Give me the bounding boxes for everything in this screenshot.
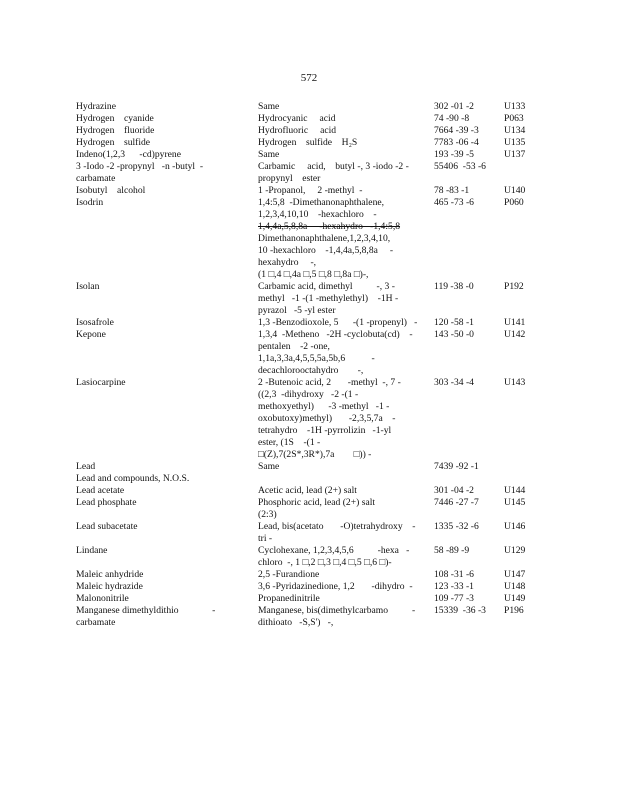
chemical-abstract-name (258, 473, 434, 485)
cas-number: 78 -83 -1 (434, 185, 470, 196)
table-row (76, 473, 546, 485)
table-row (76, 137, 546, 149)
cas-number: 55406 -53 -6 (434, 161, 486, 172)
table-row (76, 545, 546, 569)
table-row (76, 161, 546, 185)
chemical-name: Indeno(1,2,3 -cd)pyrene (76, 149, 181, 160)
chemical-abstract-name: Same (258, 461, 280, 472)
table-row (76, 125, 546, 137)
cas-number: 108 -31 -6 (434, 569, 474, 580)
cas-number: 7439 -92 -1 (434, 461, 479, 472)
chemical-name: Isolan (76, 281, 100, 292)
chemical-name: Hydrogen sulfide (76, 137, 151, 148)
chemical-name: Hydrazine (76, 101, 116, 112)
table-row (76, 605, 546, 629)
waste-code: P063 (504, 113, 524, 124)
cas-number: 143 -50 -0 (434, 329, 474, 340)
waste-code: U137 (504, 149, 526, 160)
cas-number: 123 -33 -1 (434, 581, 474, 592)
table-row (76, 113, 546, 125)
waste-code: U133 (504, 101, 526, 112)
chemical-name: Maleic anhydride (76, 569, 144, 580)
chemical-abstract-name: 1,3 -Benzodioxole, 5 -(1 -propenyl) - (258, 317, 418, 328)
waste-code: U147 (504, 569, 526, 580)
chemical-abstract-name: Hydrogen sulfide H₂S (258, 137, 358, 148)
waste-code: U146 (504, 521, 526, 532)
waste-code (504, 461, 544, 473)
table-row (76, 497, 546, 521)
waste-code: U145 (504, 497, 526, 508)
struck-text: 1,4,4a,5,8,8a -hexahydro -1,4:5,8 (258, 221, 401, 232)
cas-number (434, 473, 504, 485)
table-row (76, 377, 546, 461)
table-row (76, 149, 546, 161)
chemical-abstract-name: Same (258, 149, 280, 160)
table-row (76, 281, 546, 317)
cas-number: 193 -39 -5 (434, 149, 474, 160)
chemical-name: Lasiocarpine (76, 377, 126, 388)
cas-number: 7446 -27 -7 (434, 497, 479, 508)
chemical-abstract-name: Carbamic acid, dimethyl -, 3 - methyl -1 -(1 -methylethyl) -1H - pyrazol -5 -yl ester (258, 281, 399, 316)
chemical-abstract-name: Phosphoric acid, lead (2+) salt (2:3) (258, 497, 376, 520)
chemical-abstract-name: Cyclohexane, 1,2,3,4,5,6 -hexa - chloro -, 1 □,2 □,3 □,4 □,5 □,6 □)- (258, 545, 410, 568)
waste-code: P060 (504, 197, 524, 208)
chemical-name: Lead and compounds, N.O.S. (76, 473, 190, 484)
waste-code: U149 (504, 593, 526, 604)
waste-code: P192 (504, 281, 524, 292)
chemical-name: Lead phosphate (76, 497, 137, 508)
table-row (76, 581, 546, 593)
chemical-name: Lead subacetate (76, 521, 138, 532)
waste-code: U140 (504, 185, 526, 196)
chemical-name: Malononitrile (76, 593, 129, 604)
waste-code: U129 (504, 545, 526, 556)
table-row (76, 197, 546, 281)
cas-number: 302 -01 -2 (434, 101, 474, 112)
waste-code: U144 (504, 485, 526, 496)
cas-number: 109 -77 -3 (434, 593, 474, 604)
chemical-abstract-name: Lead, bis(acetato -O)tetrahydroxy - tri - (258, 521, 416, 544)
table-row (76, 485, 546, 497)
chemical-abstract-name: Same (258, 101, 280, 112)
chemical-abstract-name: Manganese, bis(dimethylcarbamo - dithioato -S,S') -, (258, 605, 416, 628)
chemical-abstract-name: Propanedinitrile (258, 593, 320, 604)
chemical-abstract-name: 1 -Propanol, 2 -methyl - (258, 185, 363, 196)
chemical-abstract-name: Hydrofluoric acid (258, 125, 337, 136)
waste-code: U134 (504, 125, 526, 136)
waste-code: U142 (504, 329, 526, 340)
chemical-name: Lead (76, 461, 96, 472)
chemical-abstract-name: 2,5 -Furandione (258, 569, 320, 580)
chemical-name: Kepone (76, 329, 106, 340)
waste-code-table (76, 101, 546, 629)
waste-code: P196 (504, 605, 524, 616)
chemical-name: Isobutyl alcohol (76, 185, 146, 196)
cas-number: 119 -38 -0 (434, 281, 474, 292)
waste-code (504, 473, 544, 485)
cas-number: 120 -58 -1 (434, 317, 474, 328)
chemical-abstract-name: 3,6 -Pyridazinedione, 1,2 -dihydro - (258, 581, 413, 592)
table-row (76, 329, 546, 377)
chemical-name: Hydrogen fluoride (76, 125, 155, 136)
chemical-abstract-name: 1,3,4 -Metheno -2H -cyclobuta(cd) - pentalen -2 -one, 1,1a,3,3a,4,5,5,5a,5b,6 - decachlorooctahydro -, (258, 329, 413, 376)
cas-number: 1335 -32 -6 (434, 521, 479, 532)
chemical-name: Manganese dimethyldithio - carbamate (76, 605, 216, 628)
chemical-name: Isosafrole (76, 317, 114, 328)
cas-number: 303 -34 -4 (434, 377, 474, 388)
chemical-name: Lead acetate (76, 485, 125, 496)
table-row (76, 569, 546, 581)
chemical-name: Lindane (76, 545, 108, 556)
chemical-abstract-name: Carbamic acid, butyl -, 3 -iodo -2 - propynyl ester (258, 161, 409, 184)
waste-code: U148 (504, 581, 526, 592)
table-row (76, 593, 546, 605)
cas-number: 465 -73 -6 (434, 197, 474, 208)
waste-code: U141 (504, 317, 526, 328)
waste-code: U143 (504, 377, 526, 388)
chemical-abstract-name: 2 -Butenoic acid, 2 -methyl -, 7 - ((2,3 -dihydroxy -2 -(1 - methoxyethyl) -3 -methyl -1 - oxobutoxy)methyl) -2,3,5,7a - tetrahydro -1H -pyrrolizin -1-yl ester, (1S -(1 - □(Z),7(2S*,3R*),7a □)) - (258, 377, 401, 460)
cas-number: 15339 -36 -3 (434, 605, 486, 616)
cas-number: 74 -90 -8 (434, 113, 470, 124)
waste-code: U135 (504, 137, 526, 148)
chemical-name: 3 -Iodo -2 -propynyl -n -butyl - carbamate (76, 161, 204, 184)
chemical-abstract-name: Acetic acid, lead (2+) salt (258, 485, 357, 496)
table-row (76, 521, 546, 545)
chemical-abstract-name: 1,4:5,8 -Dimethanonaphthalene, 1,2,3,4,10,10 -hexachloro - 1,4,4a,5,8,8a -hexahydro -1,4:5,8 Dimethanonaphthalene,1,2,3,4,10, 10 -hexachloro -1,4,4a,5,8,8a - hexahydro -, (1 □,4 □,4a □,5 □,8 □,8a □)-, (258, 197, 434, 281)
table-row (76, 317, 546, 329)
page-number: 572 (300, 72, 318, 84)
chemical-name: Hydrogen cyanide (76, 113, 154, 124)
table-row (76, 101, 546, 113)
cas-number: 7783 -06 -4 (434, 137, 479, 148)
table-row (76, 185, 546, 197)
chemical-name: Maleic hydrazide (76, 581, 143, 592)
waste-code (504, 161, 544, 185)
cas-number: 7664 -39 -3 (434, 125, 479, 136)
chemical-name: Isodrin (76, 197, 104, 208)
chemical-abstract-name: Hydrocyanic acid (258, 113, 336, 124)
cas-number: 58 -89 -9 (434, 545, 470, 556)
cas-number: 301 -04 -2 (434, 485, 474, 496)
table-row (76, 461, 546, 473)
